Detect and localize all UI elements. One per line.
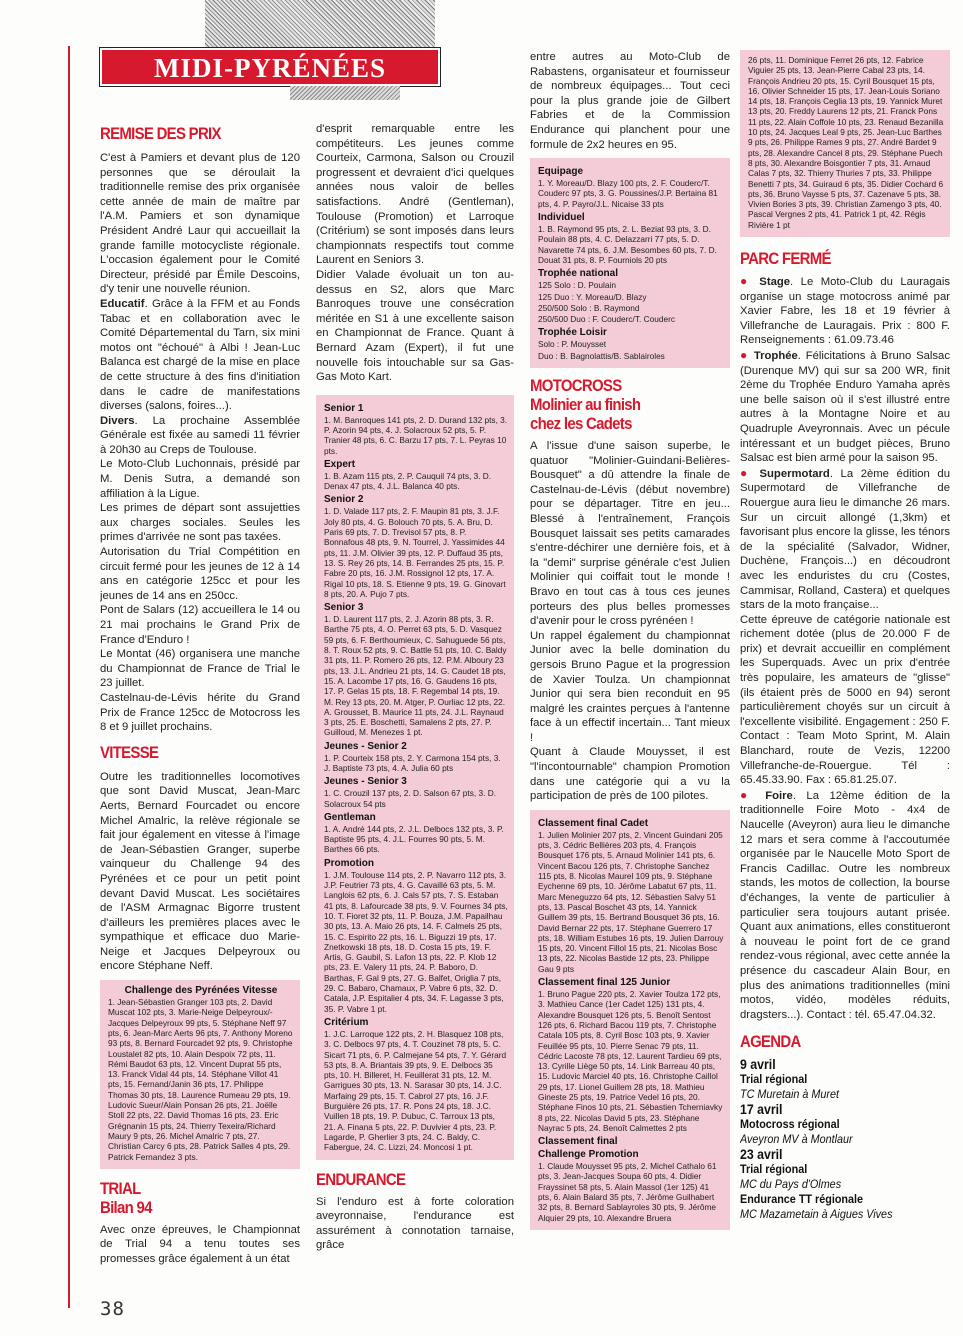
loisir-heading: Trophée Loisir [538,327,607,339]
bullet-icon: ● [740,787,766,802]
super-lead: Supermotard [759,467,830,480]
trial-result-heading: Senior 3 [324,602,364,614]
foire-text: . La 12ème édition de la traditionnelle Foire Moto - 4x4 de Naucelle (Aveyron) aura lieu le dimanche 12 mars et sera comme à l'accoutumée organisée par le Naucelle Moto Sport de Francis Cadillac. Outre les nombreux stands, les motos de collection, la bourse d'échanges, la vente de particulier à particulier sera toujours autant prisée. Quant aux animations, elles constitueront à nouveau le point fort de ce grand rendez-vous régional, avec cette année la présence du cascadeur Alain Bour, en plus des animations traditionnelles (mini motos, vidéo, modèles réduits, dragsters...). Contact : tél. 65.47.04.32. [740,789,950,1021]
motocross-title [530,376,706,433]
trophee-text: . Félicitations à Bruno Salsac (Durenque MV) qui sur sa 200 WR, finit 2ème du Trophée Enduro Yamaha après une belle saison où il s'est illustré entre autres à la Montagne Noire et au Quadruple Aveyronnais. Avec un pécule intéressant et un budget pièces, Bruno Salsac est bien armé pour la saison 95. [740,350,950,465]
trial-result-heading: Gentleman [324,811,376,823]
bullet-icon: ● [740,274,760,289]
agenda-date: 23 avril [740,1146,783,1163]
remise-p5: Les primes de départ sont assujetties aux charges sociales. Seules les primes d'arrivée ne sont pas taxées. [100,502,300,544]
trial-result-text: 1. B. Azam 115 pts, 2. P. Cauquil 74 pts, 3. D. Denax 47 pts, 4. J.L. Balanca 40 pts. [324,470,492,492]
national-line-4: 250/500 Duo : F. Couderc/T. Couderc [538,314,675,325]
motocross-title-2: Molinier au finish [530,395,641,415]
stage-lead: Stage [759,276,791,289]
trial-result-text: 1. J.C. Larroque 122 pts, 2. H. Blasquez 108 pts, 3. C. Delbocs 97 pts, 4. T. Couzinet 78 pts, 5. C. Sicart 71 pts, 6. P. Calmejane 54 pts, 7. Y. Gérard 53 pts, 8. A. Briantais 39 pts, 9. E. Delbocs 35 pts, 10. H. Billeret, H. Feuillerat 31 pts, 12. M. Garrigues 30 pts, 13. N. Sarasar 30 pts, 14. J.C. Marfaing 29 pts, 15. T. Cabrol 27 pts, 16. J.F. Burguière 26 pts, 17. R. Pons 24 pts, 18. J.C. Vuillen 18 pts, 19. P. Dubuc, C. Tarroux 13 pts, 21. A. Finana 5 pts, 22. P. Duvivier 4 pts, 23. P. Lagarde, P. Gherlier 3 pts, 24. C. Baldy, C. Fabergue, 24. C. Lizzi, 24. Moncosi 1 pt. [324,1028,507,1153]
agenda-event: Endurance TT régionale [740,1192,864,1207]
agenda-date: 17 avril [740,1101,783,1118]
individuel-heading: Individuel [538,212,585,224]
loisir-line-1: Solo : P. Mouysset [538,339,607,350]
trial-result-text: 1. D. Valade 117 pts, 2. F. Maupin 81 pts, 3. J.F. Joly 80 pts, 4. G. Bolouch 70 pts, 5. A. Bru, D. Paris 69 pts, 7. D. Trevisol 57 pts, 8. P. Bonnafous 48 pts, 9. N. Tourrel, J. Yassimides 44 pts, 11. J.M. Olivier 39 pts, 12. P. Duffaud 35 pts, 13. S. Rey 26 pts, 14. B. Ferrandes 25 pts, 15. P. Fabre 20 pts, 16. J.M. Rossignol 12 pts, 17. A. Rigal 10 pts, 18. S. Etienne 9 pts, 19. G. Ginovart 8 pts, 20. A. Pujo 7 pts. [324,506,506,599]
national-line-2: 125 Duo : Y. Moreau/D. Blazy [538,291,647,302]
left-red-rule [68,46,70,1308]
vitesse-p1: Outre les traditionnelles locomotives que sont David Muscat, Jean-Marc Aerts, Bernard Fourcadet ou encore Michel Amalric, la relève régionale se fait jour également en vitesse à l'image de Jean-Sébastien Granger, superbe vainqueur du Challenge 94 des Pyrénées et ce pour un petit point devant David Muscat. Les sociétaires de l'ASM Armagnac Bigorre trustent d'ailleurs les premières places avec le sympathique et efficace duo Marie-Neige et Jacques Delpeyroux ou encore Stéphane Neff. [100,770,300,973]
motocross-title-3: chez les Cadets [530,414,632,434]
trial-results-box [316,395,514,1160]
vitesse-results-box [100,980,300,1169]
column-3 [530,50,730,1336]
trial-result-text: 1. P. Courteix 158 pts, 2. Y. Carmona 154 pts, 3. J. Baptiste 73 pts, 4. A. Julia 60 pts [324,752,501,773]
vitesse-title: VITESSE [100,742,159,762]
bullet-icon: ● [740,465,760,480]
agenda-event: Motocross régional [740,1117,840,1132]
motocross-p1: A l'issue d'une saison superbe, le quatuor "Molinier-Guindani-Belières-Bousquet" a dû attendre la finale de Castelnau-de-Lévis (début novembre) pour se départager. Titre en jeu... Blessé à l'entraînement, François Bousquet laissait ses petits camarades s'entre-déchirer une dernière fois, et à la "demi" surprise générale c'est Julien Molinier qui coiffait tout le monde ! Bravo en tout cas à tous ces jeunes porteurs des plus belles promesses d'avenir pour le cross pyrénéen ! [530,440,730,628]
agenda-event: Trial régional [740,1162,808,1177]
trial-result-heading: Jeunes - Senior 2 [324,740,407,752]
stage-text: . Le Moto-Club du Lauragais organise un stage motocross animé par Xavier Fabre, les 18 et 19 février à Villefranche de Lauragais. Prix : 800 F. Renseignements : 61.09.73.46 [740,276,950,347]
trial-result-heading: Expert [324,458,356,470]
promo-continued-box [740,50,950,237]
agenda-location: Aveyron MV à Montlaur [740,1132,853,1147]
remise-p3-text: . La prochaine Assemblée Générale est fixée au samedi 11 février à 20h30 au Creps de Toulouse. [100,414,300,456]
header-texture [205,0,435,48]
remise-p2-lead: Educatif [100,297,145,310]
remise-p4: Le Moto-Club Luchonnais, présidé par M. Denis Sutra, a demandé son affiliation à la Ligue. [100,458,300,500]
promo-heading-2: Challenge Promotion [538,1149,639,1161]
promo-heading-1: Classement final [538,1136,618,1148]
agenda-list [740,1057,950,1222]
parc-ferme-title: PARC FERMÉ [740,249,831,269]
endurance-title: ENDURANCE [316,1169,406,1189]
trial-result-heading: Senior 2 [324,494,364,506]
trial-result-text: 1. D. Laurent 117 pts, 2. J. Azorin 88 pts, 3. R. Barthe 75 pts, 4. O. Perret 63 pts, 5. D. Vasquez 59 pts, 6. F. Berthoumieux, C. Sahuguede 56 pts, 8. T. Roux 52 pts, 9. C. Battle 51 pts, 10. C. Baldy 31 pts, 11. P. Romero 26 pts, 12. P.M. Alboury 23 pts, 13. J.L. Andrieu 21 pts, 14. G. Caudet 18 pts, 15. A. Lacombe 17 pts, 16. G. Gaudens 16 pts, 17. P. Gelas 15 pts, 18. F. Regembal 14 pts, 19. M. Rey 13 pts, 20. M. Atger, P. Ourliac 12 pts, 22. A. Grousset, B. Maurice 11 pts, 24. J.L. Raynaud 3 pts, 25. E. Boschetti, Samalens 2 pts, 27. P. Guilloud, M. Menezes 1 pt. [324,614,507,738]
national-heading: Trophée national [538,268,619,280]
remise-p3 [100,414,300,458]
trial-result-heading: Jeunes - Senior 3 [324,776,407,788]
col3-p1: entre autres au Moto-Club de Rabastens, organisateur et fournisseur de nombreux équipages... Tout ceci pour la plus grande joie de Gilbert Fabries et de la Commission Endurance qui planchent pour une formule de 2x2 heures en 95. [530,51,730,151]
column-2 [316,122,514,1336]
super-text: . La 2ème édition du Supermotard de Villefranche de Rouergue aura lieu le dimanche 26 mars. Sur un circuit allongé (1,3km) et favorisant plus encore la glisse, les ténors de la spécialité (Salvador, Widner, Duchène, François...) en découdront avec les enduristes du cru (Costes, Cammisar, Rolland, Castera) et quelques stars de la moto française... [740,467,950,612]
agenda-location: TC Muretain à Muret [740,1087,840,1102]
remise-p8: Le Montat (46) organisera une manche du Championnat de France de Trial le 23 juillet. [100,648,300,690]
motocross-title-1: MOTOCROSS [530,376,622,396]
trial-result-text: 1. J.M. Toulouse 114 pts, 2. P. Navarro 112 pts, 3. J.P. Feutrier 73 pts, 4. G. Cavaillé 63 pts, 5. M. Langlois 62 pts, 6. J. Cals 57 pts, 7. S. Estaban 41 pts, 8. Lafourcade 38 pts, 9. V. Fournes 34 pts, 10. T. Fioret 32 pts, 11. P. Bouza, J.M. Papailhau 30 pts, 13. A. Maio 26 pts, 14. F. Calmels 25 pts, 15. C. Espirito 22 pts, 16. L. Biguzzi 19 pts, 17. Znetkowski 18 pts, 18. D. Costa 15 pts, 19. F. Artis, G. Gaubil, S. Lafon 13 pts, 22. P. Klob 12 pts, 23. E. Valery 11 pts, 24. P. Baboro, D. Barthas, F. Gal 9 pts, 27. G. Balfet, Origlia 7 pts, 29. C. Babaro, Chamaux, P. Vabre 6 pts, 32. D. Catala, J.P. Espitalier 4 pts, 34. F. Lagasse 3 pts, 35. P. Vabre 1 pt. [324,869,508,1014]
individuel-text: 1. B. Raymond 95 pts, 2. L. Beziat 93 pts, 3. D. Poulain 88 pts, 4. C. Delazzarri 77 pts, 5. D. Navarette 74 pts, 6. J.M. Besombes 60 pts, 7. D. Douat 31 pts, 8. P. Fourniols 20 pts [538,224,717,265]
junior-text: 1. Bruno Pague 220 pts, 2. Xavier Toulza 172 pts, 3. Mathieu Cance (1er Cadet 125) 131 pts, 4. Alexandre Bousquet 126 pts, 5. Benoît Sentost 126 pts, 6. Richard Bacou 119 pts, 7. Christophe Catala 105 pts, 8. Cyril Bosc 103 pts, 9. Xavier Feuillée 95 pts, 10. Pierre Senac 79 pts, 11. Cédric Lacoste 78 pts, 12. Laurent Tardieu 69 pts, 13. Cyrille Liège 50 pts, 14. Link Barreau 40 pts, 15. Ludovic Marciel 40 pts, 16. Christophe Caillol 29 pts, 17. Lionel Guillem 28 pts, 18. Mathieu Gineste 25 pts, 19. Patrice Vedel 16 pts, 20. Stéphane Finos 10 pts, 21. Sébastien Tcherniavky 8 pts, 22. Nicolas David 5 pts, 23. Stéphane Nayrac 5 pts, 24. Benoît Calmettes 2 pts [538,989,723,1133]
trial-title-1: TRIAL [100,1178,141,1198]
section-banner [100,48,440,86]
remise-p3-lead: Divers [100,414,135,427]
promo-continued-text: 26 pts, 11. Dominique Ferret 26 pts, 12. Fabrice Viguier 25 pts, 13. Jean-Pierre Cabal 23 pts, 14. François Andrieu 20 pts, 15. Cyril Bousquet 15 pts, 16. Olivier Schneider 15 pts, 17. Jean-Louis Soriano 14 pts, 18. François Ceglia 13 pts, 19. Yannick Muret 13 pts, 20. Freddy Laurens 12 pts, 21. Franck Pons 11 pts, 22. Alain Coffole 10 pts, 23. Renaud Bezanilla 10 pts, 24. Jacques Leal 9 pts, 25. Jean-Luc Barthes 9 pts, 26. Philippe Rames 9 pts, 27. André Bardet 9 pts, 28. Alexandre Cancel 8 pts, 29. Stéphane Puech 8 pts, 30. Alexandre Boisgontier 7 pts, 31. Arnaud Calas 7 pts, 32. Thierry Thuries 7 pts, 33. Philippe Benetti 7 pts, 34. Guiraud 6 pts, 35. Didier Cochard 6 pts, 36. Bruno Vaysse 5 pts, 37. Cazenave 5 pts, 38. Vivien Bories 3 pts, 39. Christian Zamengo 3 pts, 40. Pascal Vergnes 2 pts, 41. Patrick 1 pt, 42. Régis Rivière 1 pt [748,55,944,230]
super-p2: Cette épreuve de catégorie nationale est richement dotée (plus de 20.000 F de prix) et devrait accueillir en complément les Superquads. Avec un prix d'entrée très populaire, les amateurs de "glisse" (ils étaient près de 5000 en 94) seront particulièrement choyés sur un circuit à l'excellente visibilité. Engagement : 250 F. Contact : Team Moto Sprint, M. Alain Blanchard, route de Vezis, 12200 Villefranche-de-Rouergue. Tél : 65.45.33.90. Fax : 65.81.25.07. [740,613,950,787]
remise-p6: Autorisation du Trial Compétition en circuit fermé pour les jeunes de 12 à 14 ans en catégorie 125cc et pour les jeunes de 14 ans en 250cc. [100,546,300,602]
promo-text: 1. Claude Mouysset 95 pts, 2. Michel Cathalo 61 pts, 3. Jean-Jacques Soupa 60 pts, 4. Didier Frayssinet 58 pts, 5. Alain Massol (1er 125) 41 pts, 6. Alain Balard 35 pts, 7. Jérôme Guilhabert 32 pts, 8. Bernard Sablayroles 30 pts, 9. Jérôme Alquier 29 pts, 10. Alexandre Bruera [538,1161,717,1223]
endurance-results-box [530,158,730,368]
column-1 [100,122,300,1336]
junior-heading: Classement final 125 Junior [538,977,671,989]
super-p [740,466,950,613]
remise-p9: Castelnau-de-Lévis hérite du Grand Prix de France 125cc de Motocross les 8 et 9 juillet prochains. [100,691,300,734]
agenda-date: 9 avril [740,1056,776,1073]
remise-p7: Pont de Salars (12) accueillera le 14 ou 21 mai prochains le Grand Prix de France d'Enduro ! [100,604,300,646]
cadet-text: 1. Julien Molinier 207 pts, 2. Vincent Guindani 205 pts, 3. Cédric Bellières 203 pts, 4. François Bousquet 176 pts, 5. Arnaud Molinier 141 pts, 6. Vincent Bacou 126 pts, 7. Christophe Sanchez 115 pts, 8. Nicolas Maurel 109 pts, 9. Stéphane Eychenne 69 pts, 10. Jérôme Labatut 67 pts, 11. Marc Meneguzzo 64 pts, 12. Sébastien Salvy 51 pts, 13. Pascal Boschet 43 pts, 14. Yannick Guillem 39 pts, 15. Bertrand Bousquet 36 pts, 16. David Bernar 22 pts, 17. Stéphane Guerrero 17 pts, 18. William Estubes 16 pts, 19. Julien Darrouy 15 pts, 20. Vincent Fillol 15 pts, 21. Nicolas Bosc 13 pts, 22. Nicolas Bastide 12 pts, 23. Philippe Gau 9 pts [538,829,724,974]
trial-result-text: 1. M. Banroques 141 pts, 2. D. Durand 132 pts, 3. P. Azorin 94 pts, 4. J. Solacroux 52 pts, 5. P. Tranier 48 pts, 6. C. Barzu 17 pts, 7. L. Peyras 10 pts. [324,414,508,456]
trial-title-2: Bilan 94 [100,1197,152,1217]
trial-result-text: 1. C. Crouzil 137 pts, 2. D. Salson 67 pts, 3. D. Solacroux 54 pts [324,788,497,809]
national-line-1: 125 Solo : D. Poulain [538,280,616,291]
banner-title: MIDI-PYRÉNÉES [153,53,387,83]
banner-texture [290,86,400,100]
bullet-icon: ● [740,348,754,363]
endurance-p: Si l'enduro est à forte coloration aveyronnaise, l'endurance est assurément à connotation tarnaise, grâce [316,1195,514,1252]
foire-lead: Foire [765,789,793,802]
agenda-event: Trial régional [740,1072,808,1087]
remise-p2 [100,297,300,414]
national-line-3: 250/500 Solo : B. Raymond [538,302,640,313]
cadet-heading: Classement final Cadet [538,817,649,829]
trial-title [100,1179,276,1217]
motocross-p3: Quant à Claude Mouysset, il est "l'incontournable" champion Promotion dans une catégorie qui a vu la participation de près de 100 pilotes. [530,746,730,803]
agenda-location: MC du Pays d'Olmes [740,1177,842,1192]
trial-result-heading: Promotion [324,857,374,869]
trophee-lead: Trophée [753,350,798,363]
page-number: 38 [100,1298,125,1320]
stage-p [740,274,950,348]
motocross-p2: Un rappel également du championnat Junior avec la belle domination du gersois Bruno Pague et la progression de Xavier Toulza. Un championnat Junior qui sera bien reconduit en 95 malgré les craintes perçues à l'antenne face à un effectif incertain... Tant mieux ! [530,629,730,744]
trial-result-heading: Critérium [324,1016,369,1028]
foire-p [740,788,950,1023]
agenda-title: AGENDA [740,1032,801,1052]
trial-p1: Avec onze épreuves, le Championnat de Trial 94 a tenu toutes ses promesses grâce également à un état [100,1223,300,1265]
trial-result-text: 1. A. André 144 pts, 2. J.L. Delbocs 132 pts, 3. P. Baptiste 95 pts, 4. J.L. Fourres 90 pts, 5. M. Barthes 66 pts. [324,823,504,855]
column-4 [740,50,950,1336]
col2-p1: d'esprit remarquable entre les compétiteurs. Les jeunes comme Courteix, Carmona, Salson ou Crouzil progressent et devraient d'ici quelques années nous valoir de belles satisfactions. André (Gentleman), Toulouse (Promotion) et Larroque (Critérium) se sont imposés dans leurs championnats respectifs tout comme Laurent en Seniors 3. [316,123,514,267]
remise-p2-text: . Grâce à la FFM et au Fonds Tabac et en collaboration avec le Comité Départemental du Tarn, six mini motos ont "échoué" à Albi ! Jean-Luc Balanca est chargé de la mise en place de cette structure à des fins d'initiation dans le cadre de manifestations diverses (salons, foires...). [100,297,300,413]
loisir-line-2: Duo : B. Bagnolattis/B. Sablairoles [538,350,665,361]
remise-title: REMISE DES PRIX [100,124,221,143]
remise-p1: C'est à Pamiers et devant plus de 120 personnes que se déroulait la traditionnelle remise des prix organisée cette année de main de maître par l'A.M. Pamiers et son dynamique Président André Laur qui accueillait la grande famille motocycliste régionale. L'occasion également pour le Comité Directeur, présidé par Émile Descoins, d'y tenir une nouvelle réunion. [100,152,300,296]
equipage-text: 1. Y. Moreau/D. Blazy 100 pts, 2. F. Couderc/T. Couderc 97 pts, 3. G. Poussines/J.P. Bertaina 81 pts, 4. P. Payro/J.L. Nicaise 33 pts [538,178,718,209]
trophee-p [740,348,950,466]
trial-result-heading: Senior 1 [324,402,364,414]
vitesse-box-text: 1. Jean-Sébastien Granger 103 pts, 2. David Muscat 102 pts, 3. Marie-Neige Delpeyroux/-Jacques Delpeyroux 99 pts, 5. Stéphane Neff 97 pts, 6. Jean-Marc Aerts 96 pts, 7. Anthony Moreno 93 pts, 8. Bernard Fourcadet 92 pts, 9. Christophe Loustalet 82 pts, 10. Alain Despoix 72 pts, 11. Rémi Baudot 63 pts, 12. Vincent Duprat 55 pts, 13. Franck Vidal 44 pts, 14. Stéphane Villot 41 pts, 15. Fernand/Janin 36 pts, 17. Philippe Thomas 30 pts, 18. Laurence Rumeau 29 pts, 19. Ludovic Sueur/Alain Ponsan 26 pts, 21. Joëlle Stoll 22 pts, 22. David Thomas 16 pts, 23. Eric Grégnanin 15 pts, 24. Thierry Texeira/Richard Maury 9 pts, 26. Michel Amalric 7 pts, 27. Christian Carcy 6 pts, 28. Patrick Salles 4 pts, 29. Patrick Fernandez 3 pts. [108,997,293,1162]
col2-p2: Didier Valade évoluait un ton au-dessus en S2, alors que Marc Banroques trouve une consécration méritée en S1 à une excellente saison en Championnat de France. Quant à Bernard Azam (Expert), il fut une nouvelle fois intouchable sur sa Gas-Gas Moto Kart. [316,268,514,384]
agenda-location: MC Mazametain à Aigues Vives [740,1207,893,1222]
motocross-results-box [530,810,730,1230]
equipage-heading: Equipage [538,166,584,178]
vitesse-box-title: Challenge des Pyrénées Vitesse [124,985,278,997]
